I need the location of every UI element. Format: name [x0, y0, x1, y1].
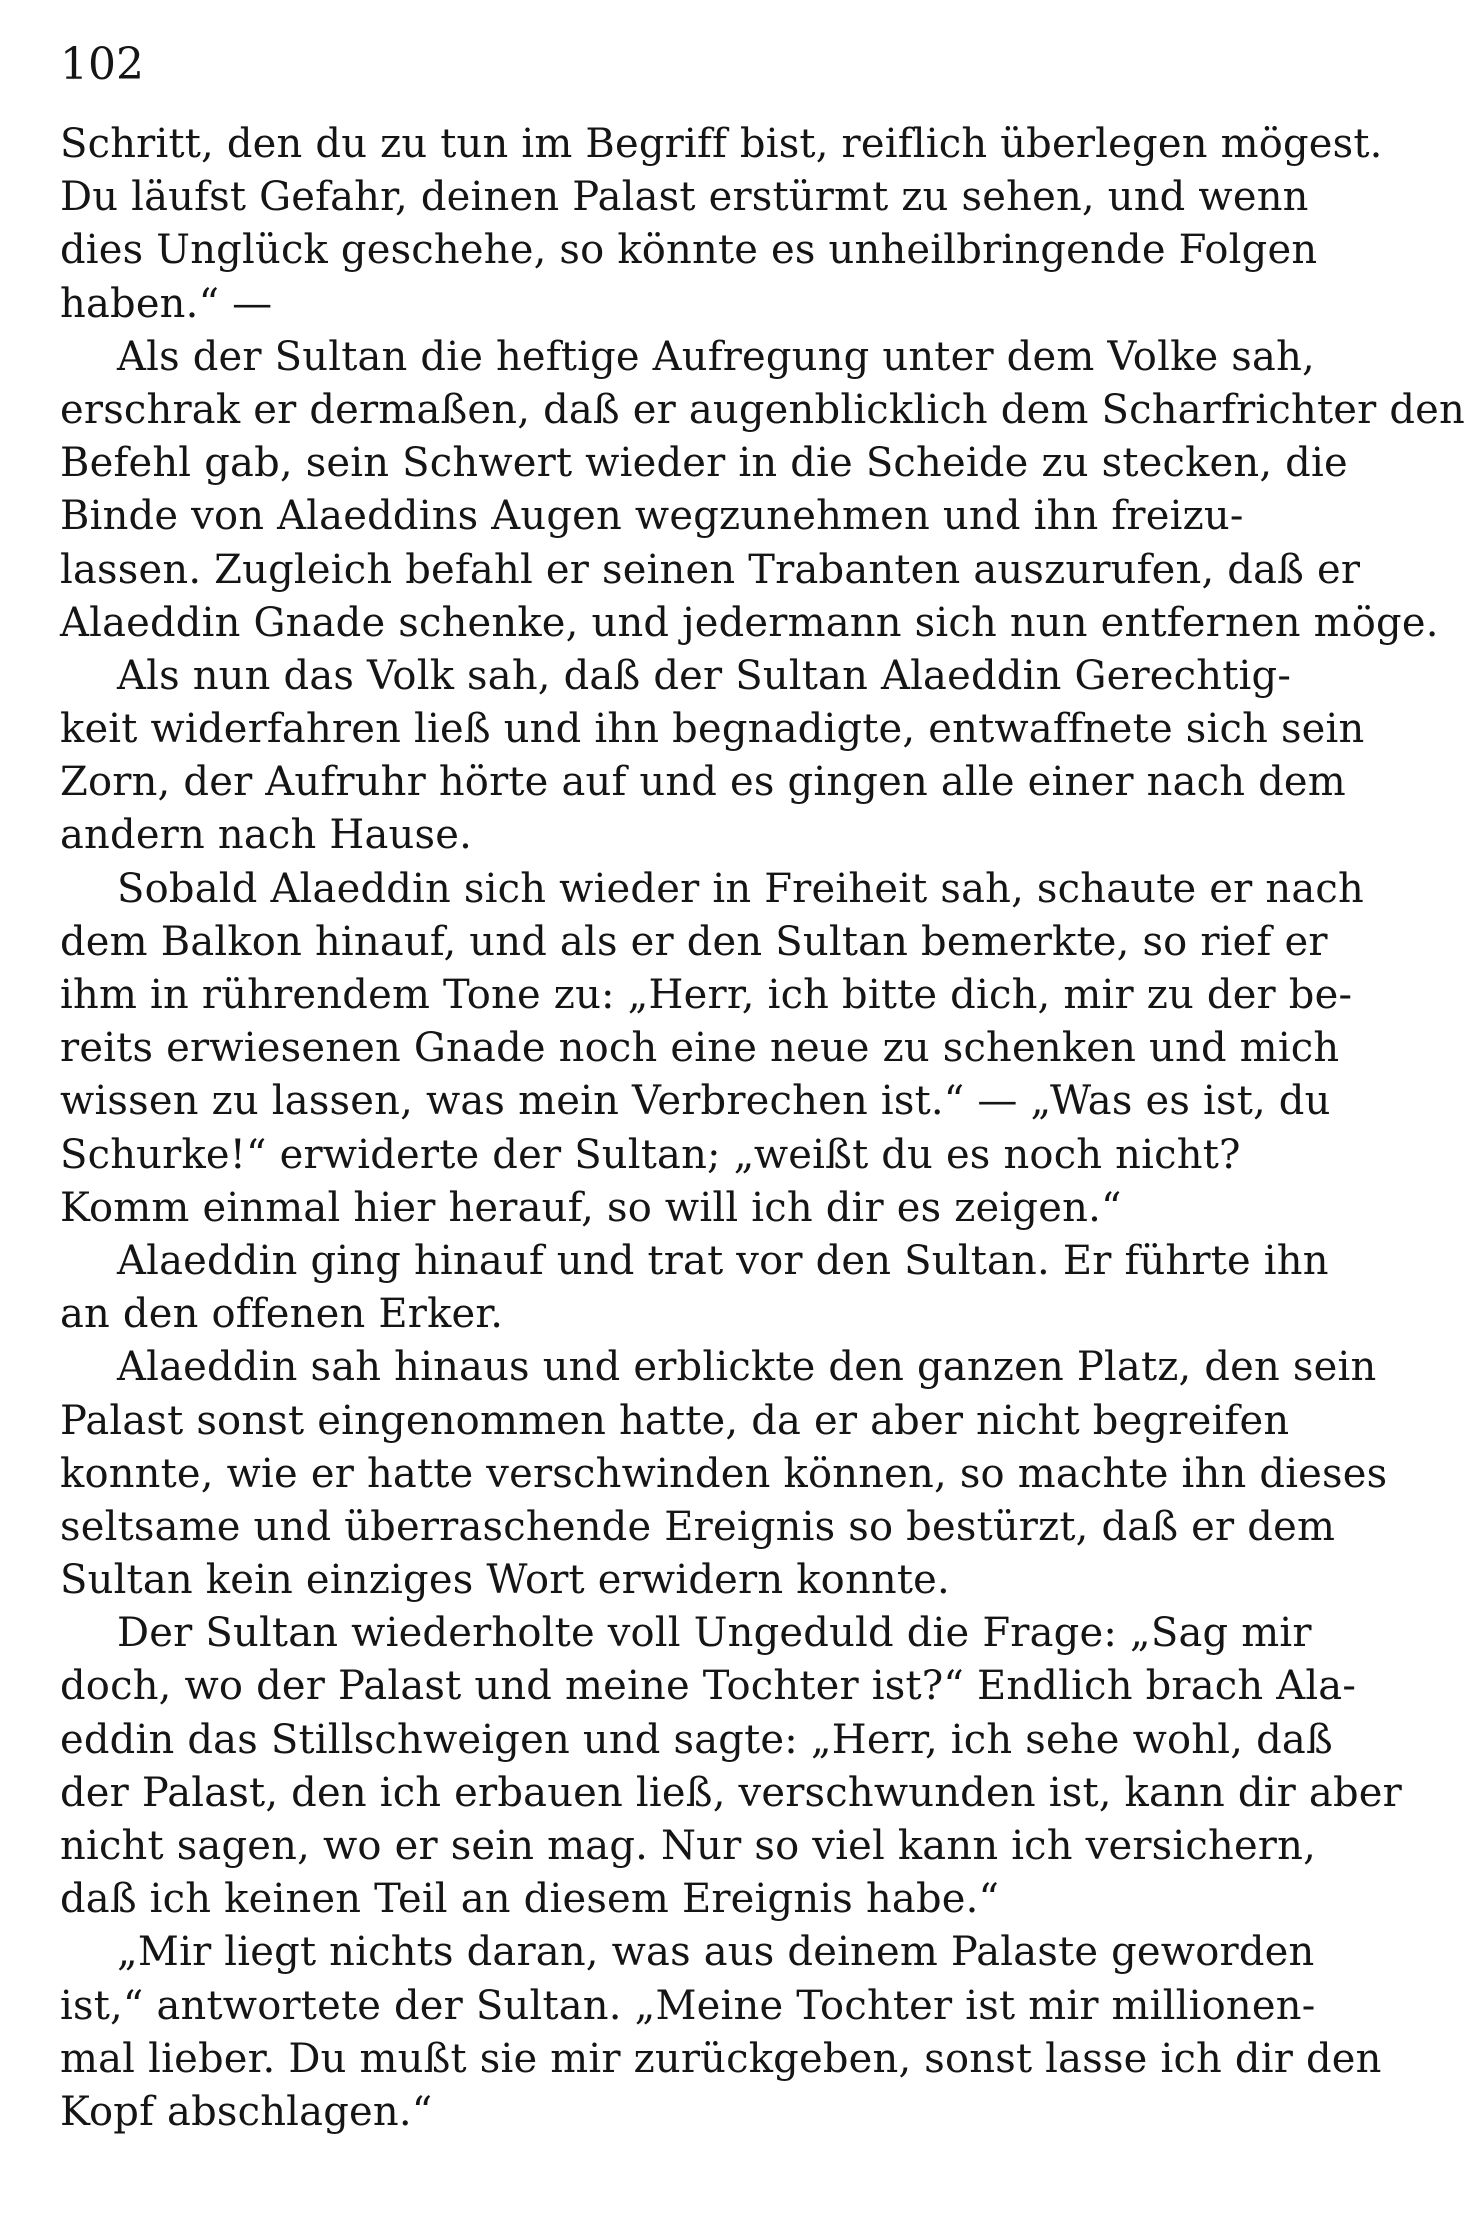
paragraph	[60, 1341, 1388, 1607]
text-line: daß ich keinen Teil an diesem Ereignis habe.“	[60, 1876, 1000, 1923]
text-line: Der Sultan wiederholte voll Ungeduld die Frage: „Sag mir	[117, 1610, 1312, 1657]
text-line: Alaeddin sah hinaus und erblickte den ganzen Platz, den sein	[117, 1344, 1377, 1391]
text-line: dies Unglück geschehe, so könnte es unheilbringende Folgen	[60, 227, 1318, 274]
text-line: Du läufst Gefahr, deinen Palast erstürmt zu sehen, und wenn	[60, 174, 1309, 221]
page-number: 102	[60, 39, 144, 90]
text-line: Zorn, der Aufruhr hörte auf und es gingen alle einer nach dem	[60, 759, 1346, 806]
text-line: an den offenen Erker.	[60, 1291, 504, 1338]
text-line: doch, wo der Palast und meine Tochter ist?“ Endlich brach Ala-	[60, 1663, 1357, 1710]
text-line: Palast sonst eingenommen hatte, da er aber nicht begreifen	[60, 1397, 1290, 1444]
text-line: lassen. Zugleich befahl er seinen Trabanten auszurufen, daß er	[60, 546, 1361, 593]
text-line: keit widerfahren ließ und ihn begnadigte, entwaffnete sich sein	[60, 706, 1365, 753]
paragraph	[60, 1926, 1382, 2139]
text-line: Binde von Alaeddins Augen wegzunehmen und ihn freizu-	[60, 493, 1244, 540]
text-line: Kopf abschlagen.“	[60, 2088, 433, 2135]
text-line: nicht sagen, wo er sein mag. Nur so viel kann ich versichern,	[60, 1823, 1317, 1869]
text-line: Alaeddin ging hinauf und trat vor den Sultan. Er führte ihn	[117, 1237, 1329, 1284]
text-line: seltsame und überraschende Ereignis so bestürzt, daß er dem	[60, 1503, 1336, 1550]
text-line: dem Balkon hinauf, und als er den Sultan bemerkte, so rief er	[60, 918, 1328, 965]
paragraph	[60, 1607, 1402, 1926]
book-page	[60, 30, 1465, 2139]
text-line: mal lieber. Du mußt sie mir zurückgeben, sonst lasse ich dir den	[60, 2035, 1382, 2082]
text-line: haben.“ —	[60, 280, 273, 327]
text-line: Komm einmal hier herauf, so will ich dir es zeigen.“	[60, 1184, 1122, 1231]
text-line: wissen zu lassen, was mein Verbrechen ist.“ — „Was es ist, du	[60, 1078, 1331, 1125]
text-line: Sobald Alaeddin sich wieder in Freiheit sah, schaute er nach	[117, 865, 1364, 912]
text-line: Befehl gab, sein Schwert wieder in die Scheide zu stecken, die	[60, 440, 1348, 487]
text-line: Als nun das Volk sah, daß der Sultan Alaeddin Gerechtig-	[117, 652, 1292, 699]
text-line: ist,“ antwortete der Sultan. „Meine Tochter ist mir millionen-	[60, 1982, 1316, 2029]
text-line: Schritt, den du zu tun im Begriff bist, reiflich überlegen mögest.	[60, 121, 1383, 167]
text-line: erschrak er dermaßen, daß er augenblicklich dem Scharfrichter den	[60, 386, 1465, 433]
paragraph	[60, 118, 1383, 331]
paragraph	[60, 863, 1364, 1235]
text-line: reits erwiesenen Gnade noch eine neue zu schenken und mich	[60, 1025, 1340, 1072]
text-line: Als der Sultan die heftige Aufregung unter dem Volke sah,	[117, 333, 1315, 380]
text-line: Schurke!“ erwiderte der Sultan; „weißt du es noch nicht?	[60, 1131, 1241, 1178]
text-line: „Mir liegt nichts daran, was aus deinem Palaste geworden	[117, 1929, 1315, 1976]
body-text	[60, 118, 1465, 2139]
text-line: konnte, wie er hatte verschwinden können, so machte ihn dieses	[60, 1450, 1388, 1497]
paragraph	[60, 331, 1465, 650]
text-line: andern nach Hause.	[60, 812, 472, 859]
text-line: eddin das Stillschweigen und sagte: „Herr, ich sehe wohl, daß	[60, 1716, 1333, 1763]
text-line: ihm in rührendem Tone zu: „Herr, ich bitte dich, mir zu der be-	[60, 972, 1353, 1018]
paragraph	[60, 650, 1365, 863]
paragraph	[60, 1235, 1329, 1341]
text-line: Sultan kein einziges Wort erwidern konnte.	[60, 1557, 950, 1604]
text-line: Alaeddin Gnade schenke, und jedermann sich nun entfernen möge.	[60, 599, 1439, 646]
text-line: der Palast, den ich erbauen ließ, verschwunden ist, kann dir aber	[60, 1769, 1402, 1816]
